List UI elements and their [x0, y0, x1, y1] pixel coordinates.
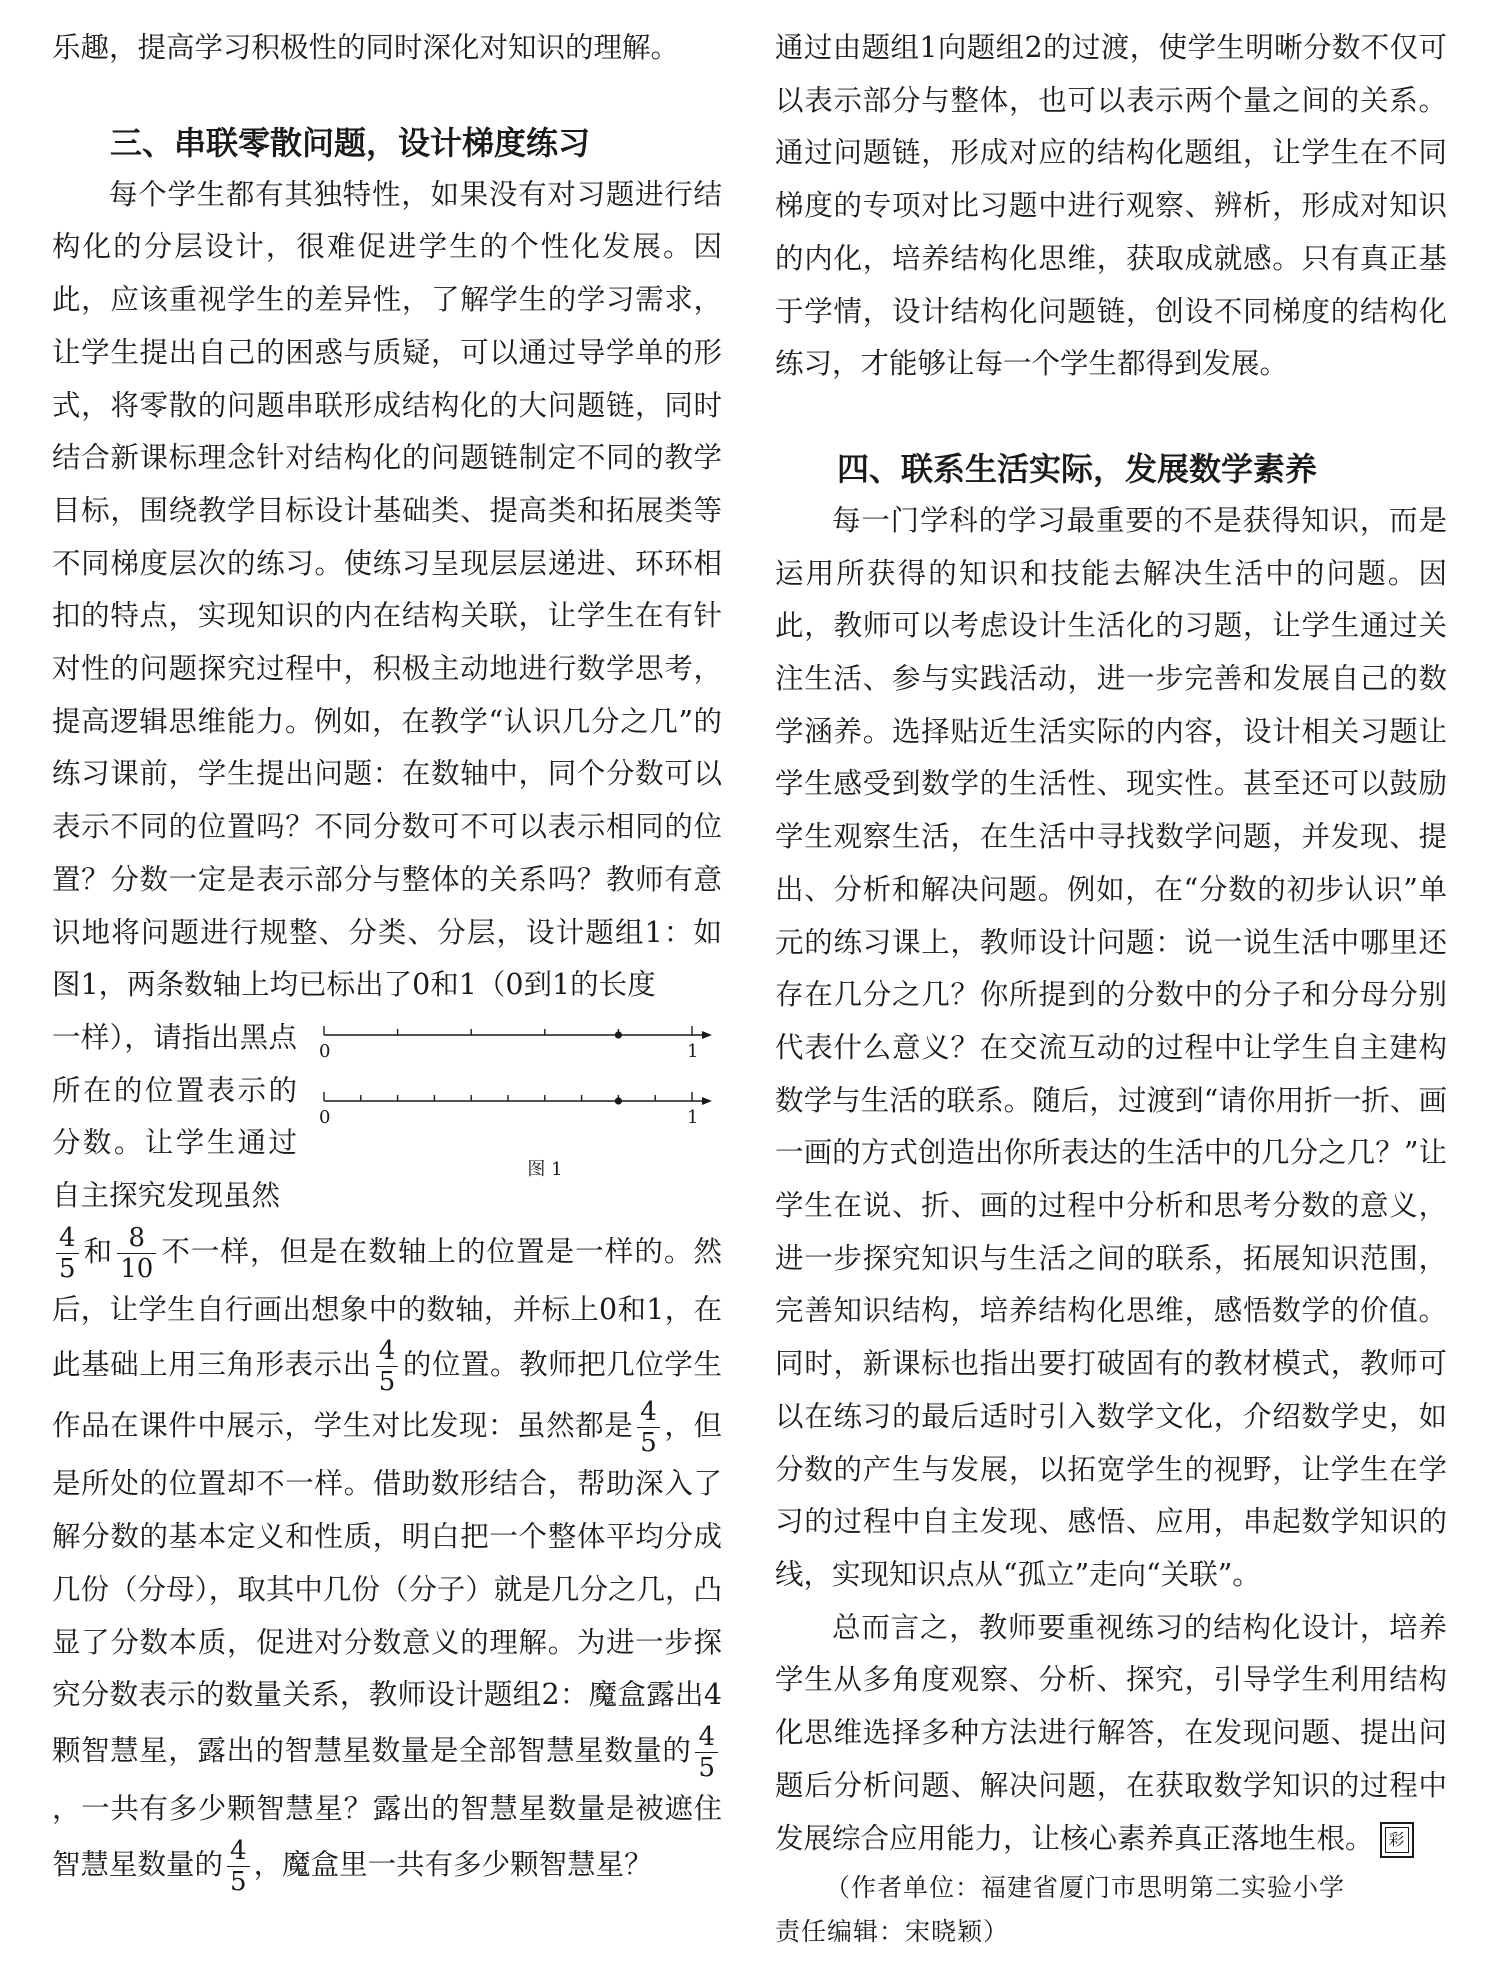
fraction-paragraph: $\frac{4}{5}$ 和 $\frac{8}{10}$ 不一样，但是在数轴上的位置是一样的。然后，让学生自行画出想象中的数轴，并标上0和1，在此基础上用三角形表示出 $\frac{4}{5}$ 的位置。教师把几位学生作品在课件中展示，学生对比发现：虽然都是 $\frac{4}{5}$ ，但是所处的位置却不一样。借助数形结合，帮助深入了解分数的基本定义和性质，明白把一个整体平均分成几份（分母），取其中几份（分子）就是几分之几，凸显了分数本质，促进对分数意义的理解。为进一步探究分数表示的数量关系，教师设计题组2：魔盒露出4颗智慧星，露出的智慧星数量是全部智慧星数量的 $\frac{4}{5}$ ，一共有多少颗智慧星？露出的智慧星数量是被遮住智慧星数量的 $\frac{4}{5}$ ，魔盒里一共有多少颗智慧星？ — [52, 1222, 722, 1897]
figure-1 — [320, 1016, 770, 1216]
axis-label-one: 1 — [687, 1040, 699, 1062]
fraction-four-fifths: $\frac{4}{5}$ — [695, 1722, 718, 1783]
axis-label-one: 1 — [687, 1106, 699, 1128]
conclusion-paragraph: 总而言之，教师要重视练习的结构化设计，培养学生从多角度观察、分析、探究，引导学生利用结构化思维选择多种方法进行解答，在发现问题、提出问题后分析问题、解决问题，在获取数学知识的过程中发展综合应用能力，让核心素养真正落地生根。 彩 — [775, 1602, 1447, 1866]
fraction-four-fifths: $\frac{4}{5}$ — [56, 1223, 79, 1284]
responsible-editor: 责任编辑：宋晓颖） — [775, 1917, 1010, 1947]
author-affiliation: （作者单位：福建省厦门市思明第二实验小学 — [825, 1873, 1346, 1903]
section3-paragraph: 每个学生都有其独特性，如果没有对习题进行结构化的分层设计，很难促进学生的个性化发展。因此，应该重视学生的差异性，了解学生的学习需求，让学生提出自己的困惑与质疑，可以通过导学单的形式，将零散的问题串联形成结构化的大问题链，同时结合新课标理念针对结构化的问题链制定不同的教学目标，围绕教学目标设计基础类、提高类和拓展类等不同梯度层次的练习。使练习呈现层层递进、环环相扣的特点，实现知识的内在结构关联，让学生在有针对性的问题探究过程中，积极主动地进行数学思考，提高逻辑思维能力。例如，在教学“认识几分之几”的练习课前，学生提出问题：在数轴中，同个分数可以表示不同的位置吗？不同分数可不可以表示相同的位置？分数一定是表示部分与整体的关系吗？教师有意识地将问题进行规整、分类、分层，设计题组1：如图1，两条数轴上均已标出了0和1（0到1的长度 — [52, 177, 722, 1002]
right-column — [775, 22, 1447, 1953]
continued-paragraph: 通过由题组1向题组2的过渡，使学生明晰分数不仅可以表示部分与整体，也可以表示两个量之间的关系。通过问题链，形成对应的结构化题组，让学生在不同梯度的专项对比习题中进行观察、辨析，形成对知识的内化，培养结构化思维，获取成就感。只有真正基于学情，设计结构化问题链，创设不同梯度的结构化练习，才能够让每一个学生都得到发展。 — [775, 31, 1447, 381]
section3-heading: 三、串联零散问题，设计梯度练习 — [110, 123, 591, 162]
section4-paragraph: 每一门学科的学习最重要的不是获得知识，而是运用所获得的知识和技能去解决生活中的问题。因此，教师可以考虑设计生活化的习题，让学生通过关注生活、参与实践活动，进一步完善和发展自己的数学涵养。选择贴近生活实际的内容，设计相关习题让学生感受到数学的生活性、现实性。甚至还可以鼓励学生观察生活，在生活中寻找数学问题，并发现、提出、分析和解决问题。例如，在“分数的初步认识”单元的练习课上，教师设计问题：说一说生活中哪里还存在几分之几？你所提到的分数中的分子和分母分别代表什么意义？在交流互动的过程中让学生自主建构数学与生活的联系。随后，过渡到“请你用折一折、画一画的方式创造出你所表达的生活中的几分之几？”让学生在说、折、画的过程中分析和思考分数的意义，进一步探究知识与生活之间的联系，拓展知识范围，完善知识结构，培养结构化思维，感悟数学的价值。同时，新课标也指出要打破固有的教材模式，教师可以在练习的最后适时引入数学文化，介绍数学史，如分数的产生与发展，以拓宽学生的视野，让学生在学习的过程中自主发现、感悟、应用，串起数学知识的线，实现知识点从“孤立”走向“关联”。 — [775, 503, 1447, 1591]
fraction-four-fifths: $\frac{4}{5}$ — [227, 1836, 250, 1897]
intro-line: 乐趣，提高学习积极性的同时深化对知识的理解。 — [52, 31, 680, 64]
end-mark-seal: 彩 — [1380, 1822, 1414, 1858]
fraction-eight-tenths: $\frac{8}{10}$ — [117, 1223, 156, 1284]
figure-caption: 图 1 — [527, 1158, 563, 1180]
number-lines — [320, 1016, 770, 1156]
axis-label-zero: 0 — [320, 1040, 331, 1062]
section4-heading: 四、联系生活实际，发展数学素养 — [837, 449, 1318, 488]
figure-side-text: 一样），请指出黑点所在的位置表示的分数。让学生通过自主探究发现虽然 — [52, 1020, 297, 1213]
left-column — [52, 22, 722, 1897]
black-point-marker — [615, 1097, 622, 1104]
figure-block — [52, 1012, 722, 1223]
arrow-head-top — [702, 1031, 712, 1039]
fraction-four-fifths: $\frac{4}{5}$ — [376, 1336, 399, 1397]
axis-label-zero: 0 — [320, 1106, 331, 1128]
black-point-marker — [615, 1031, 622, 1038]
arrow-head-bottom — [702, 1097, 712, 1105]
fraction-four-fifths: $\frac{4}{5}$ — [637, 1397, 660, 1458]
